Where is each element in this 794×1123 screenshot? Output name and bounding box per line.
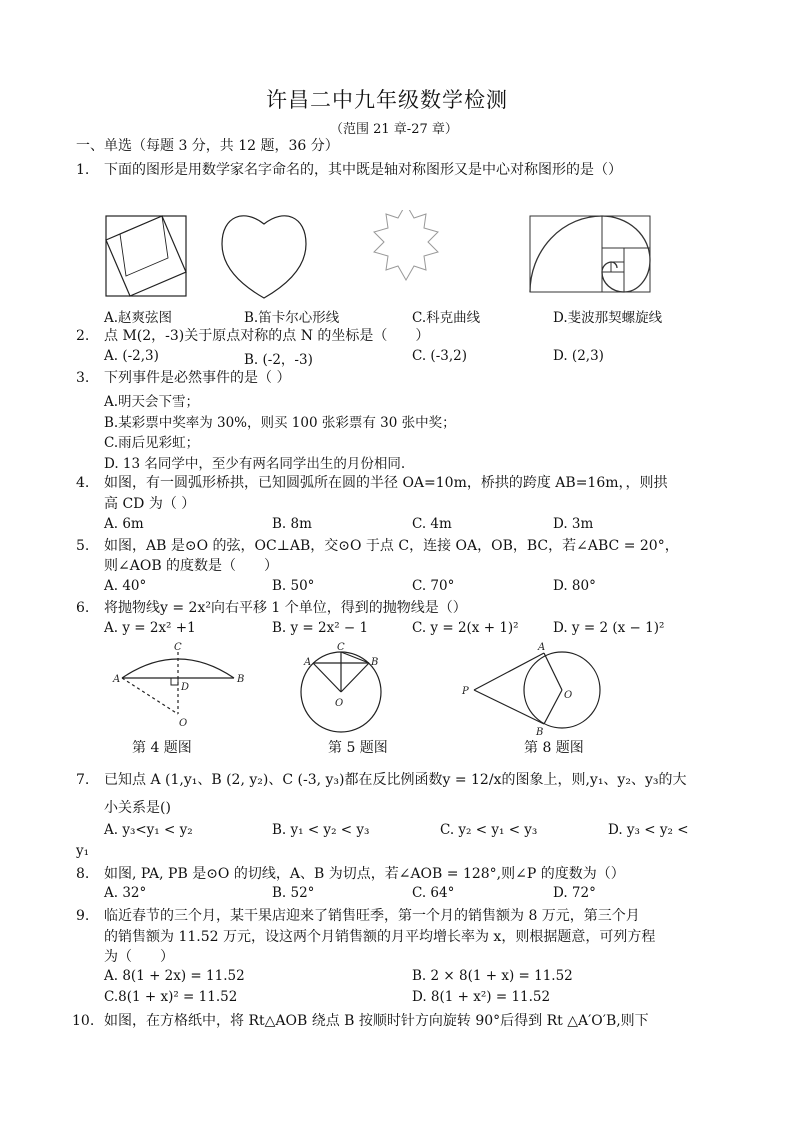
fig4-label-b: B [237,674,245,685]
q3-option-c: C.雨后见彩虹； [104,435,200,451]
q2-number: 2. [76,328,90,344]
q3-option-d: D. 13 名同学中，至少有两名同学出生的月份相同. [104,456,406,472]
fig4-label-c: C [174,642,182,653]
fig8-label-b: B [536,727,544,738]
q8-option-d: D. 72° [553,885,596,901]
q9-option-a: A. 8(1 + 2x) = 11.52 [104,968,245,984]
q4-q5-q8-figures [104,638,624,738]
fig5-label-o: O [335,698,344,709]
q9-text-line2: 的销售额为 11.52 万元，设这两个月销售额的月平均增长率为 x，则根据题意，可列方程 [104,929,656,945]
page-title: 许昌二中九年级数学检测 [266,88,508,112]
q2-option-b: B. (-2，-3) [244,352,313,368]
q2-option-a: A. (-2,3) [104,348,159,364]
q9-text-line1: 临近春节的三个月，某干果店迎来了销售旺季，第一个月的销售额为 8 万元，第三个月 [104,908,640,924]
zhaoshuang-figure [106,216,186,296]
fig5-label-b: B [371,657,379,668]
fibonacci-spiral-figure [530,216,650,292]
tangent-circle-figure [474,652,600,728]
q7-option-c: C. y₂ < y₁ < y₃ [440,822,538,838]
q4-number: 4. [76,475,90,491]
q5-option-c: C. 70° [412,578,455,594]
q1-number: 1. [76,162,90,178]
q6-text: 将抛物线y = 2x²向右平移 1 个单位，得到的抛物线是（） [104,600,467,616]
q10-text: 如图，在方格纸中，将 Rt△AOB 绕点 B 按顺时针方向旋转 90°后得到 Rt △A′O′B,则下 [104,1013,649,1029]
q5-option-b: B. 50° [272,578,315,594]
q3-option-a: A.明天会下雪； [104,394,200,410]
koch-snowflake-figure [374,210,438,280]
q2-option-c: C. (-3,2) [412,348,467,364]
q8-number: 8. [76,866,90,882]
q1-option-b: B.笛卡尔心形线 [244,310,340,326]
q1-option-d: D.斐波那契螺旋线 [553,310,663,326]
q7-number: 7. [76,772,90,788]
q5-option-a: A. 40° [104,578,147,594]
q9-option-b: B. 2 × 8(1 + x) = 11.52 [412,968,573,984]
page-subtitle: （范围 21 章-27 章） [330,122,458,137]
q7-text-line1: 已知点 A (1,y₁、B (2, y₂)、C (-3, y₃)都在反比例函数y = 12/x的图象上，则,y₁、y₂、y₃的大 [104,772,687,788]
chord-circle-figure [301,652,381,732]
q4-text-line1: 如图，有一圆弧形桥拱，已知圆弧所在圆的半径 OA=10m，桥拱的跨度 AB=16m，，则拱 [104,475,668,491]
q4-option-a: A. 6m [104,516,144,532]
q5-number: 5. [76,538,90,554]
cardioid-figure [222,216,306,298]
q1-figures [104,210,684,300]
q9-option-c: C.8(1 + x)² = 11.52 [104,989,238,1005]
q7-option-a: A. y₃<y₁ < y₂ [104,822,193,838]
q6-option-d: D. y = 2 (x − 1)² [553,620,665,636]
q9-text-line3: 为（ ） [104,949,174,965]
fig8-caption: 第 8 题图 [524,740,584,756]
q10-number: 10. [72,1013,95,1029]
q2-text: 点 M(2，-3)关于原点对称的点 N 的坐标是（ ） [104,328,430,344]
q7-option-d: D. y₃ < y₂ < [608,822,689,838]
q1-option-a: A.赵爽弦图 [104,310,173,326]
q7-text-line2: 小关系是() [104,800,171,816]
fig8-label-o: O [564,690,573,701]
q3-option-b: B.某彩票中奖率为 30%，则买 100 张彩票有 30 张中奖； [104,415,456,431]
q5-option-d: D. 80° [553,578,596,594]
q1-text: 下面的图形是用数学家名字命名的，其中既是轴对称图形又是中心对称图形的是（） [104,162,622,178]
q4-option-c: C. 4m [412,516,452,532]
q8-option-c: C. 64° [412,885,455,901]
q4-text-line2: 高 CD 为（ ） [104,496,196,512]
fig4-label-o: O [179,718,188,729]
fig5-caption: 第 5 题图 [328,740,388,756]
q1-option-c: C.科克曲线 [412,310,481,326]
q4-option-b: B. 8m [272,516,312,532]
q7-option-b: B. y₁ < y₂ < y₃ [272,822,370,838]
q5-text-line2: 则∠AOB 的度数是（ ） [104,558,279,574]
q3-text: 下列事件是必然事件的是（ ） [104,370,291,386]
q6-number: 6. [76,600,90,616]
bridge-arc-figure [122,652,234,714]
fig5-label-a: A [304,657,312,668]
section-heading: 一、单选（每题 3 分，共 12 题，36 分） [76,138,339,154]
q8-text: 如图, PA, PB 是⊙O 的切线，A、B 为切点，若∠AOB = 128°,则∠P 的度数为（） [104,866,625,882]
q5-text-line1: 如图，AB 是⊙O 的弦，OC⊥AB，交⊙O 于点 C，连接 OA，OB，BC，若∠ABC = 20°， [104,538,679,554]
q2-option-d: D. (2,3) [553,348,604,364]
q9-option-d: D. 8(1 + x²) = 11.52 [412,989,551,1005]
q6-option-c: C. y = 2(x + 1)² [412,620,519,636]
q3-number: 3. [76,370,90,386]
fig4-caption: 第 4 题图 [132,740,192,756]
fig8-label-a: A [538,642,546,653]
q9-number: 9. [76,908,90,924]
fig5-label-c: C [337,642,345,653]
fig4-label-d: D [181,682,190,693]
fig4-label-a: A [113,674,121,685]
fig8-label-p: P [462,686,469,697]
q6-option-a: A. y = 2x² +1 [104,620,196,636]
q8-option-b: B. 52° [272,885,315,901]
q6-option-b: B. y = 2x² − 1 [272,620,369,636]
q8-option-a: A. 32° [104,885,147,901]
q7-option-d-wrap: y₁ [76,843,90,859]
q4-option-d: D. 3m [553,516,594,532]
